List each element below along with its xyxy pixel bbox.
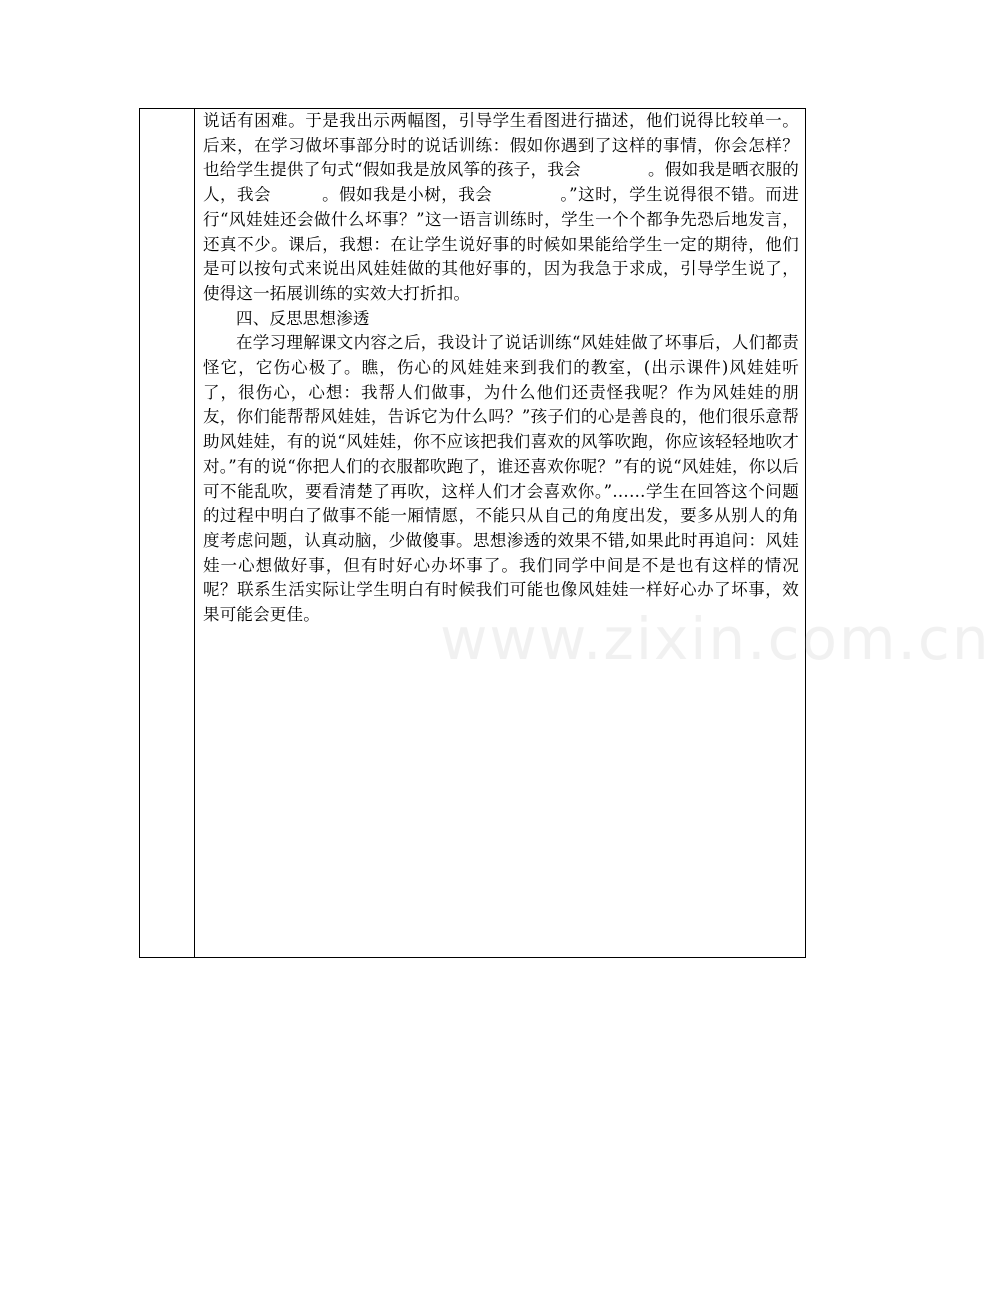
section-heading-reflection: 四、反思思想渗透 xyxy=(236,308,370,328)
paragraph-thought-infiltration: 在学习理解课文内容之后，我设计了说话训练“风娃娃做了坏事后，人们都责怪它，它伤心极了。瞧，伤心的风娃娃来到我们的教室，(出示课件)风娃娃听了，很伤心，心想：我帮人们做事，为什么他们还责怪我呢？作为风娃娃的朋友，你们能帮帮风娃娃，告诉它为什么吗？”孩子们的心是善良的，他们很乐意帮助风娃娃，有的说“风娃娃，你不应该把我们喜欢的风筝吹跑，你应该轻轻地吹才对。”有的说“你把人们的衣服都吹跑了，谁还喜欢你呢？”有的说“风娃娃，你以后可不能乱吹，要看清楚了再吹，这样人们才会喜欢你。”……学生在回答这个问题的过程中明白了做事不能一厢情愿，不能只从自己的角度出发，要多从别人的角度考虑问题，认真动脑，少做傻事。思想渗透的效果不错,如果此时再追问：风娃娃一心想做好事，但有时好心办坏事了。我们同学中间是不是也有这样的情况呢？联系生活实际让学生明白有时候我们可能也像风娃娃一样好心办了坏事，效果可能会更佳。 xyxy=(203,333,799,625)
table-content-cell xyxy=(195,109,805,957)
watermark: www.zixin.com.cn xyxy=(440,605,991,673)
paragraph-speaking-training: 说话有困难。于是我出示两幅图，引导学生看图进行描述，他们说得比较单一。后来，在学习做坏事部分时的说话训练：假如你遇到了这样的事情，你会怎样？也给学生提供了句式“假如我是放风筝的孩子，我会 。假如我是晒衣服的人，我会 。假如我是小树，我会 。”这时，学生说得很不错。而进行“风娃娃还会做什么坏事？”这一语言训练时，学生一个个都争先恐后地发言，还真不少。课后，我想：在让学生说好事的时候如果能给学生一定的期待，他们是可以按句式来说出风娃娃做的其他好事的，因为我急于求成，引导学生说了，使得这一拓展训练的实效大打折扣。 xyxy=(203,111,799,303)
table-left-cell xyxy=(140,109,195,957)
document-table xyxy=(139,108,806,958)
